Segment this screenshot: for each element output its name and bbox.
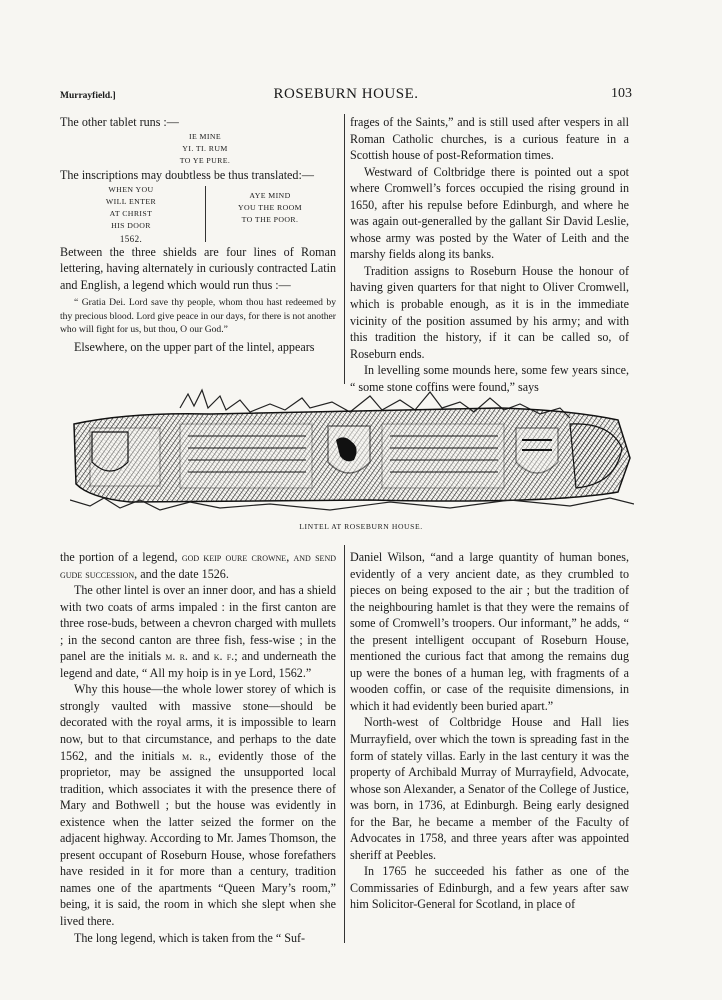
tablet-line: TO YE PURE. bbox=[179, 155, 231, 165]
tablet-line: TO THE POOR. bbox=[241, 215, 299, 225]
tablet-line: YI. TI. RUM bbox=[182, 143, 228, 153]
column-top-right bbox=[350, 114, 629, 395]
text-run: The other lintel is over an inner door, and has a shield with two coats of arms impaled : in the first canton are three rose-buds, between a chevron charged with mullets ; in the second canton are three fish, fess-wise ; in the panel are the initials bbox=[60, 583, 336, 664]
text-run: evidently those of the proprietor, may be assigned the unsupported local tradition, which associates it with the presence there of Mary and Bothwell ; but the house was evidently in existence when the latter seized the former on the adjacent highway. According to Mr. James Thomson, the present occupant of Roseburn House, whose forefathers have resided in it for more than a century, tradition names one of the apartments “Queen Mary’s room,” being, it is said, the room in which she slept when she lived there. bbox=[60, 748, 337, 929]
paragraph: Between the three shields are four lines of Roman lettering, having alternately in curiously contracted Latin and English, a legend which would run thus :— bbox=[60, 244, 336, 292]
page-title: ROSEBURN HOUSE. bbox=[273, 86, 419, 102]
text-run: Why this house—the whole lower storey of which is strongly vaulted with massive stone—should be decorated with the royal arms, it is impossible to learn now, but to that circumstance, and perhaps to the date 1562, and the initials bbox=[60, 682, 336, 763]
translation-intro: The inscriptions may doubtless be thus translated:— bbox=[60, 168, 314, 183]
text-run: the portion of a legend, bbox=[60, 550, 178, 564]
paragraph bbox=[60, 582, 336, 681]
paragraph bbox=[60, 549, 336, 582]
paragraph: Daniel Wilson, “and a large quantity of human bones, evidently of a very ancient date, as they crumbled to pieces on being exposed to the air ; but the tradition of the neighbouring hamlet is that they were the remains of some of Cromwell’s troopers. Our informant,” he adds, “ the present intelligent occupant of Roseburn House, mentioned the curious fact that among the remains dug up were the bones of a human leg, with fragments of a wooden coffin, or case of the requisite dimensions, in which it had evidently been buried apart.” bbox=[350, 550, 629, 713]
tablet-line: WHEN YOU bbox=[108, 184, 154, 194]
tablet-inscription-1 bbox=[74, 131, 336, 168]
text-run: ; and underneath the legend and date, “ All my hoip is in ye Lord, 1562.” bbox=[60, 649, 336, 680]
initials: k. f. bbox=[213, 649, 235, 664]
running-header bbox=[60, 86, 632, 106]
page-number: 103 bbox=[611, 86, 632, 101]
legend-quote: “ Gratia Dei. Lord save thy people, whom thou hast redeemed by thy precious blood. Lord give peace in our days, for there is not another who will fight for us, but thou, O our God.” bbox=[60, 297, 336, 335]
paragraph: The long legend, which is taken from the “ Suf- bbox=[74, 930, 306, 945]
tablet-line: 1562. bbox=[119, 233, 143, 244]
paragraph: North-west of Coltbridge House and Hall lies Murrayfield, over which the town is spreading fast in the form of stately villas. Early in the last century it was the property of Archibald Murray of Murrayfield, Advocate, whose son Alexander, a Senator of the College of Justice, was born, in 1736, at Edinburgh. Being early designed for the Bar, he became a member of the Faculty of Advocates in 1758, and three years after was appointed sheriff at Peebles. bbox=[350, 715, 629, 862]
column-top-left bbox=[60, 114, 336, 356]
tablet-line: AT CHRIST bbox=[109, 209, 153, 219]
initials: m. r. bbox=[165, 649, 188, 664]
translation-left bbox=[60, 184, 202, 245]
tablet-line: HIS DOOR bbox=[111, 221, 151, 231]
tablet-translation bbox=[60, 184, 336, 244]
lintel-illustration bbox=[70, 388, 634, 516]
tablet-line: IE MINE bbox=[188, 131, 222, 141]
column-bottom-left bbox=[60, 549, 336, 946]
tablet-intro: The other tablet runs :— bbox=[60, 115, 179, 129]
column-rule-bottom bbox=[344, 545, 345, 943]
paragraph: frages of the Saints,” and is still used after vespers in all Roman Catholic churches, is a curious feature in a Scottish house of post-Reformation times. bbox=[350, 115, 629, 163]
column-rule-top bbox=[344, 114, 345, 384]
text-run: and bbox=[192, 649, 210, 664]
translation-right bbox=[210, 190, 330, 227]
paragraph: In levelling some mounds here, some few years since, “ some stone coffins were found,” says bbox=[350, 363, 629, 394]
tablet-line: AYE MIND bbox=[249, 190, 291, 200]
paragraph: Elsewhere, on the upper part of the lintel, appears bbox=[74, 339, 315, 354]
paragraph: Westward of Coltbridge there is pointed out a spot where Cromwell’s forces occupied the rising ground in 1650, after his repulse before Edinburgh, and where he was again out-generalled by the gallant Sir David Leslie, whose army was posted by the Water of Leith and the marshy fields along its banks. bbox=[350, 164, 629, 262]
header-section-label: Murrayfield.] bbox=[60, 91, 116, 101]
text-run: and the date 1526. bbox=[140, 566, 229, 581]
paragraph bbox=[60, 681, 336, 929]
column-bottom-right bbox=[350, 549, 629, 913]
paragraph: In 1765 he succeeded his father as one of the Commissaries of Edinburgh, and a few years after saw him Solicitor-General for Scotland, in place of bbox=[350, 864, 629, 912]
initials: m. r., bbox=[182, 748, 211, 763]
tablet-line: WILL ENTER bbox=[105, 196, 157, 206]
legend-smallcaps: god keip oure crowne, and send gude succession, bbox=[60, 550, 336, 581]
illustration-caption: LINTEL AT ROSEBURN HOUSE. bbox=[299, 522, 423, 531]
paragraph: Tradition assigns to Roseburn House the honour of having given quarters for that night to Oliver Cromwell, which is probable enough, as it is in the immediate vicinity of the position assumed by his army; and with this tradition the history, if it can be called so, of Roseburn ends. bbox=[350, 263, 629, 361]
tablet-line: YOU THE ROOM bbox=[238, 202, 302, 212]
translation-divider bbox=[205, 186, 206, 242]
